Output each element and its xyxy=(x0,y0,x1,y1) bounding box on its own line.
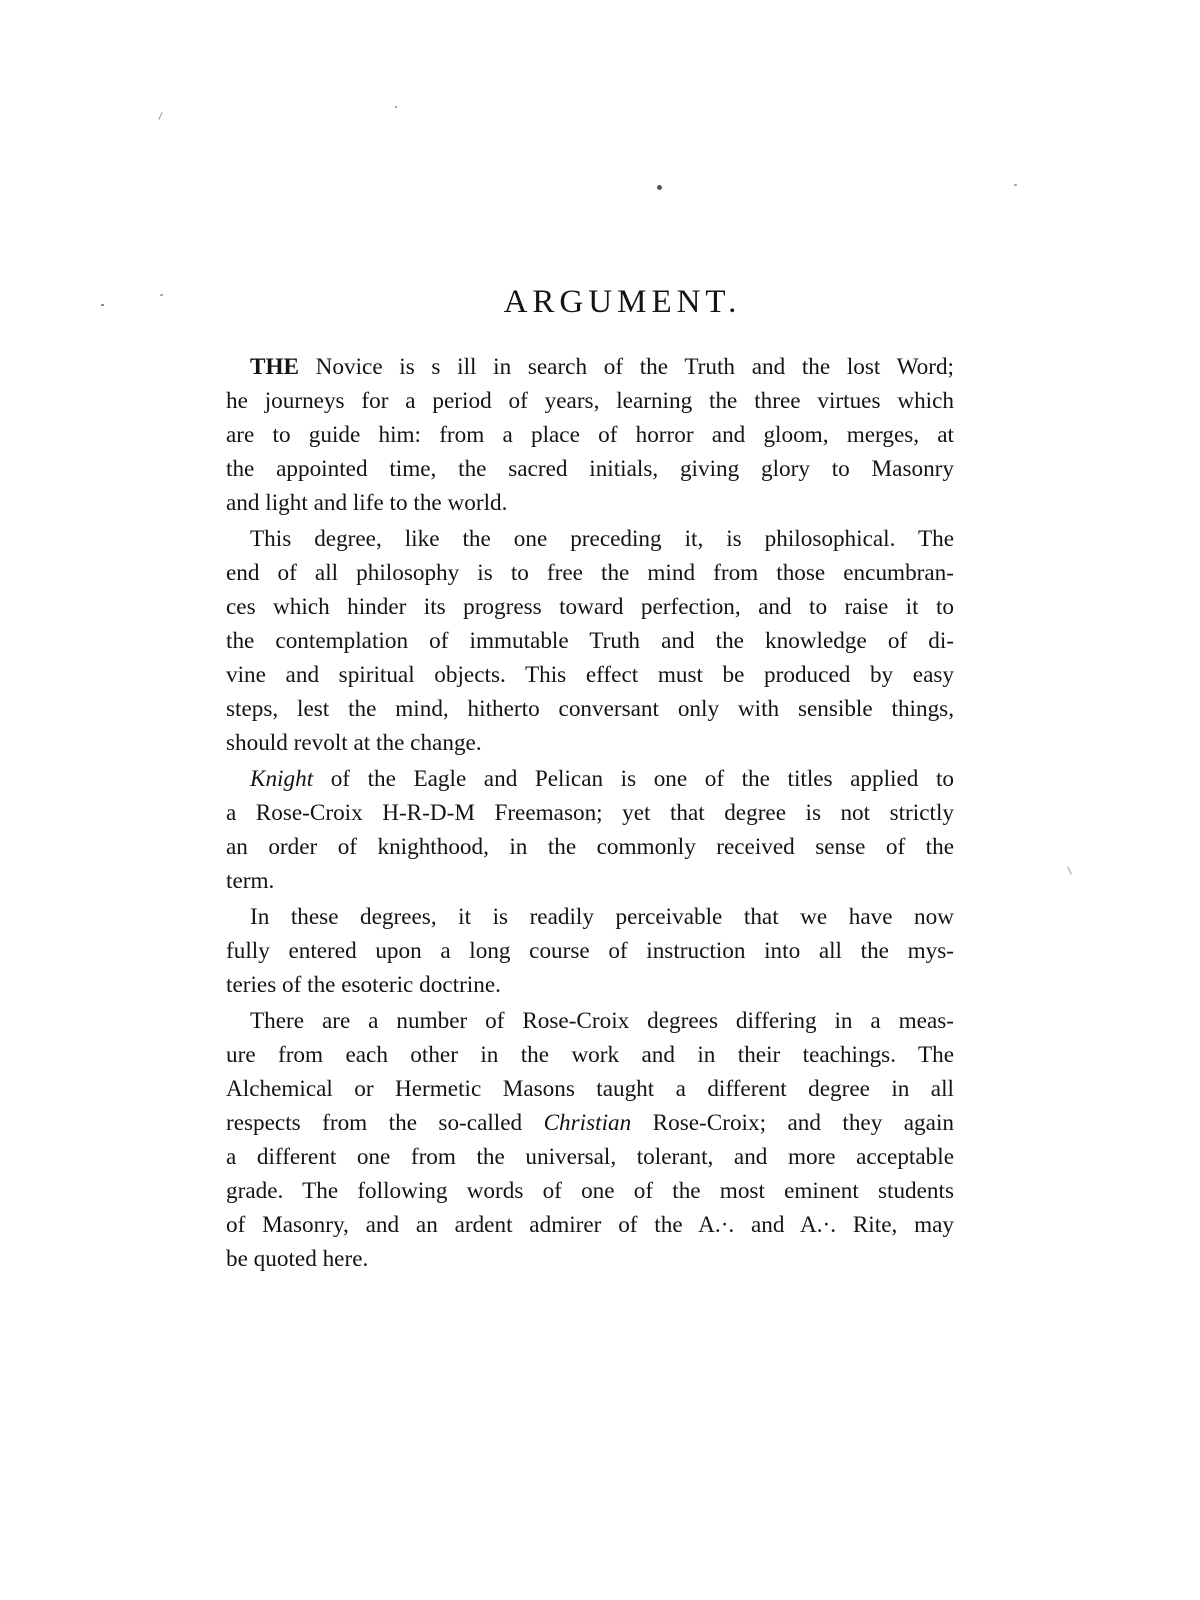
text-line: end of all philosophy is to free the mind from those encumbran- xyxy=(226,560,954,586)
emphasis: Christian xyxy=(543,1110,632,1136)
text-line: grade. The following words of one of the most eminent students xyxy=(226,1178,954,1204)
text-line: Alchemical or Hermetic Masons taught a different degree in all xyxy=(226,1076,954,1102)
text-line: and light and life to the world. xyxy=(226,490,508,516)
argument-text xyxy=(226,350,954,1278)
text-line: are to guide him: from a place of horror and gloom, merges, at xyxy=(226,422,954,448)
text-line: an order of knighthood, in the commonly received sense of the xyxy=(226,834,954,860)
text-line: This degree, like the one preceding it, is philosophical. The xyxy=(250,526,954,552)
scan-speck xyxy=(158,112,162,120)
scan-speck xyxy=(657,185,662,190)
paragraph xyxy=(226,522,954,760)
text-line: be quoted here. xyxy=(226,1246,369,1272)
text-line: the appointed time, the sacred initials, giving glory to Masonry xyxy=(226,456,954,482)
text-line: Knight of the Eagle and Pelican is one of the titles applied to xyxy=(250,766,954,792)
text-line: In these degrees, it is readily perceivable that we have now xyxy=(250,904,954,930)
text-line: vine and spiritual objects. This effect must be produced by easy xyxy=(226,662,954,688)
page-title: ARGUMENT. xyxy=(503,284,742,320)
text-line: steps, lest the mind, hitherto conversant only with sensible things, xyxy=(226,696,954,722)
text-line: fully entered upon a long course of instruction into all the mys- xyxy=(226,938,954,964)
text-line: should revolt at the change. xyxy=(226,730,482,756)
paragraph xyxy=(226,900,954,1002)
paragraph xyxy=(226,762,954,898)
text-line: of Masonry, and an ardent admirer of the A.·. and A.·. Rite, may xyxy=(226,1212,954,1238)
text-line: teries of the esoteric doctrine. xyxy=(226,972,501,998)
text-line: a different one from the universal, tolerant, and more acceptable xyxy=(226,1144,954,1170)
text-line: the contemplation of immutable Truth and the knowledge of di- xyxy=(226,628,954,654)
text-line: a Rose-Croix H-R-D-M Freemason; yet that degree is not strictly xyxy=(226,800,954,826)
paragraph xyxy=(226,1004,954,1276)
emphasis: Knight xyxy=(250,766,314,792)
opening-word: THE xyxy=(250,354,299,380)
text-line: he journeys for a period of years, learning the three virtues which xyxy=(226,388,954,414)
text-line: There are a number of Rose-Croix degrees differing in a meas- xyxy=(250,1008,954,1034)
scan-speck xyxy=(1014,184,1017,186)
text-line: ces which hinder its progress toward perfection, and to raise it to xyxy=(226,594,954,620)
text-line: respects from the so-called Christian Rose-Croix; and they again xyxy=(226,1110,954,1136)
text-line: term. xyxy=(226,868,275,894)
text-line: ure from each other in the work and in their teachings. The xyxy=(226,1042,954,1068)
text-line: THE Novice is s ill in search of the Truth and the lost Word; xyxy=(250,354,954,380)
scan-speck xyxy=(395,106,397,108)
paragraph xyxy=(226,350,954,520)
scan-speck xyxy=(1067,866,1072,875)
